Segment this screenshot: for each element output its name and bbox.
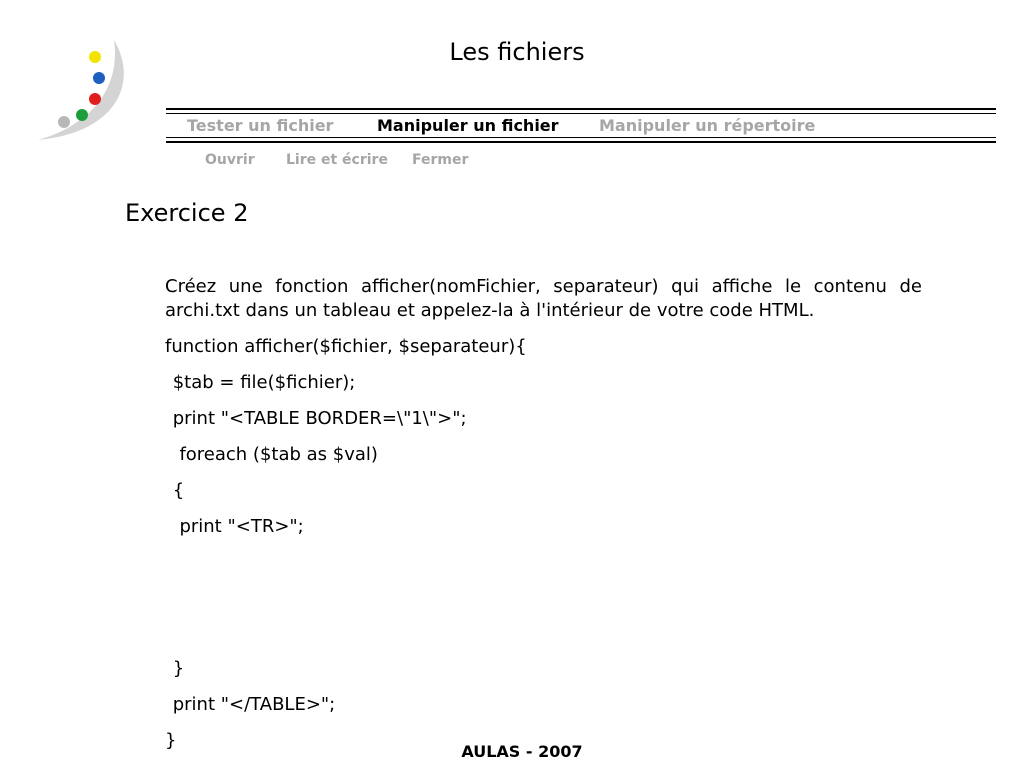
nav-bottom-rule [166,141,996,143]
code-line: } [165,730,177,751]
subtab-lire-et-ecrire[interactable]: Lire et écrire [286,152,388,168]
nav-top-rule-thin [166,113,996,114]
nav-top-rule [166,108,996,110]
exercise-instructions: Créez une fonction afficher(nomFichier, separateur) qui affiche le contenu de archi.txt dans un tableau et appelez-la à l'intérieur de votre code HTML. [165,276,922,321]
code-line: print "<TABLE BORDER=\"1\">"; [167,408,467,429]
code-line: function afficher($fichier, $separateur){ [165,336,527,357]
footer: AULAS - 2007 [461,742,583,761]
logo-dot-red [89,93,101,105]
subtab-ouvrir[interactable]: Ouvrir [205,152,255,168]
main-nav [166,116,996,138]
tab-manipuler-un-repertoire[interactable]: Manipuler un répertoire [599,116,816,135]
logo-dot-green [76,109,88,121]
page-title: Les fichiers [449,38,585,66]
exercise-heading: Exercice 2 [125,199,249,227]
subtab-fermer[interactable]: Fermer [412,152,469,168]
tab-tester-un-fichier[interactable]: Tester un fichier [187,116,334,135]
logo-dot-blue [93,72,105,84]
tab-manipuler-un-fichier[interactable]: Manipuler un fichier [377,116,559,135]
code-line: foreach ($tab as $val) [168,444,378,465]
logo-dot-gray [58,116,70,128]
code-line: print "</TABLE>"; [167,694,336,715]
code-line: } [167,658,185,679]
code-line: $tab = file($fichier); [167,372,356,393]
code-line: { [167,480,185,501]
code-line: print "<TR>"; [168,516,304,537]
